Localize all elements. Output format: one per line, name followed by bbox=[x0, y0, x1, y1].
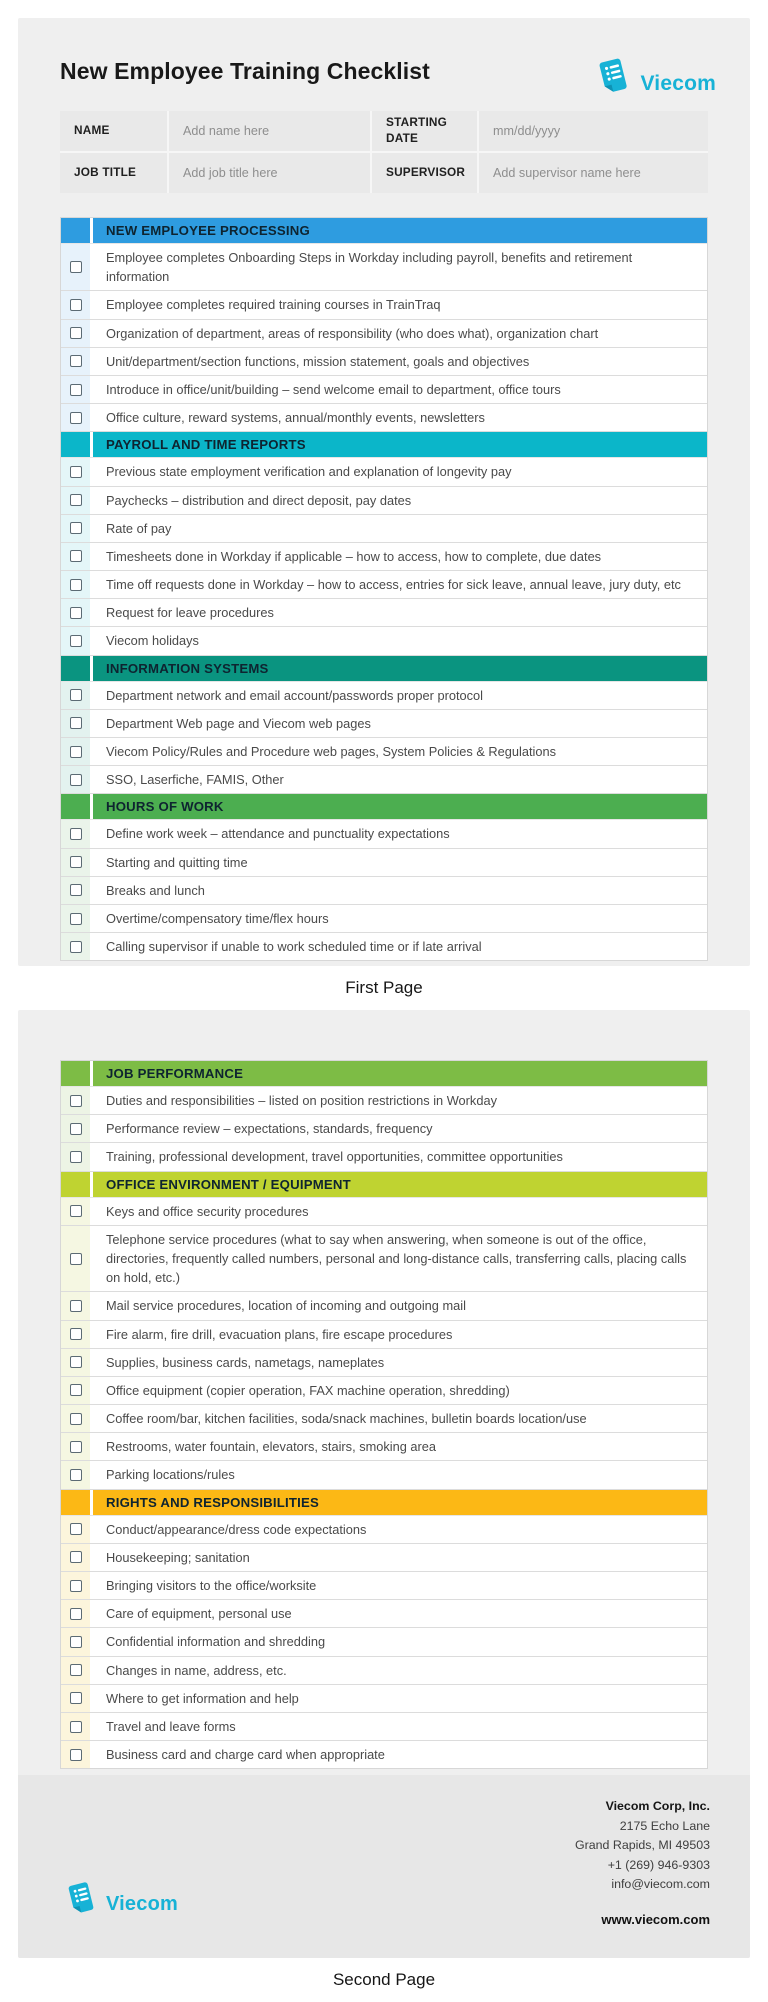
checkbox-cell bbox=[61, 404, 93, 431]
checkbox-cell bbox=[61, 1572, 93, 1599]
checklist-row bbox=[61, 458, 707, 486]
checklist-item-text: Travel and leave forms bbox=[106, 1718, 236, 1734]
footer-website: www.viecom.com bbox=[601, 1911, 710, 1927]
brand-logo bbox=[590, 54, 716, 100]
checklist-row bbox=[61, 1349, 707, 1377]
checklist-row bbox=[61, 1685, 707, 1713]
checklist-item-text: Fire alarm, fire drill, evacuation plans, fire escape procedures bbox=[106, 1326, 453, 1342]
item-checkbox[interactable] bbox=[70, 1253, 82, 1265]
checklist-item-text: Restrooms, water fountain, elevators, stairs, smoking area bbox=[106, 1439, 437, 1455]
checklist-row bbox=[61, 1544, 707, 1572]
item-checkbox[interactable] bbox=[70, 828, 82, 840]
checklist-row bbox=[61, 820, 707, 848]
section-title: NEW EMPLOYEE PROCESSING bbox=[106, 223, 310, 238]
section-header-spacer bbox=[61, 656, 93, 681]
item-checkbox[interactable] bbox=[70, 1413, 82, 1425]
viecom-logo-icon bbox=[60, 1878, 100, 1920]
second-page-label: Second Page bbox=[0, 1958, 768, 2002]
checklist-item-text: Department Web page and Viecom web pages bbox=[106, 715, 371, 731]
form-row bbox=[60, 153, 708, 193]
checklist-row bbox=[61, 1115, 707, 1143]
checklist-row bbox=[61, 627, 707, 655]
item-checkbox[interactable] bbox=[70, 550, 82, 562]
document-preview bbox=[0, 18, 768, 2002]
checklist-item-text: Office equipment (copier operation, FAX machine operation, shredding) bbox=[106, 1382, 510, 1398]
footer-address-line2: Grand Rapids, MI 49503 bbox=[575, 1838, 710, 1853]
item-checkbox[interactable] bbox=[70, 299, 82, 311]
checklist-row bbox=[61, 376, 707, 404]
checklist-row bbox=[61, 1628, 707, 1656]
brand-name: Viecom bbox=[640, 72, 716, 95]
footer-brand-logo bbox=[60, 1878, 178, 1920]
section-header bbox=[61, 218, 707, 244]
form-field-value1[interactable]: Add job title here bbox=[169, 153, 372, 193]
section-header-spacer bbox=[61, 218, 93, 243]
checklist-item-text: Training, professional development, travel opportunities, committee opportunities bbox=[106, 1149, 563, 1165]
section-header-spacer bbox=[61, 432, 93, 457]
checklist-row bbox=[61, 905, 707, 933]
item-checkbox[interactable] bbox=[70, 1123, 82, 1135]
checklist-row bbox=[61, 933, 707, 960]
item-checkbox[interactable] bbox=[70, 746, 82, 758]
checklist-row bbox=[61, 682, 707, 710]
checklist-item-text: Performance review – expectations, standards, frequency bbox=[106, 1121, 433, 1137]
checkbox-cell bbox=[61, 1198, 93, 1225]
checkbox-cell bbox=[61, 1600, 93, 1627]
checklist-item-text: Mail service procedures, location of incoming and outgoing mail bbox=[106, 1298, 466, 1314]
section-header bbox=[61, 1061, 707, 1087]
checkbox-cell bbox=[61, 458, 93, 485]
checkbox-cell bbox=[61, 1115, 93, 1142]
item-checkbox[interactable] bbox=[70, 466, 82, 478]
section-header-spacer bbox=[61, 1061, 93, 1086]
checklist-item-text: Overtime/compensatory time/flex hours bbox=[106, 910, 329, 926]
checkbox-cell bbox=[61, 1516, 93, 1543]
section-title: HOURS OF WORK bbox=[106, 799, 224, 815]
checkbox-cell bbox=[61, 1544, 93, 1571]
checklist-page2 bbox=[60, 1060, 708, 1769]
item-checkbox[interactable] bbox=[70, 412, 82, 424]
item-checkbox[interactable] bbox=[70, 579, 82, 591]
item-checkbox[interactable] bbox=[70, 1095, 82, 1107]
item-checkbox[interactable] bbox=[70, 884, 82, 896]
checklist-row bbox=[61, 849, 707, 877]
checklist-item-text: Timesheets done in Workday if applicable – how to access, how to complete, due dates bbox=[106, 548, 602, 564]
checklist-row bbox=[61, 244, 707, 291]
employee-info-form-body bbox=[60, 111, 708, 193]
checklist-row bbox=[61, 487, 707, 515]
checkbox-cell bbox=[61, 515, 93, 542]
footer-contact-block bbox=[575, 1797, 710, 1931]
item-checkbox[interactable] bbox=[70, 1328, 82, 1340]
checkbox-cell bbox=[61, 376, 93, 403]
checklist-item-text: Care of equipment, personal use bbox=[106, 1606, 292, 1622]
page-two bbox=[18, 1010, 750, 1958]
item-checkbox[interactable] bbox=[70, 327, 82, 339]
checkbox-cell bbox=[61, 1628, 93, 1655]
form-field-value2[interactable]: Add supervisor name here bbox=[479, 153, 708, 193]
checklist-row bbox=[61, 738, 707, 766]
section-header-spacer bbox=[61, 1172, 93, 1197]
section-title: INFORMATION SYSTEMS bbox=[106, 660, 269, 676]
checkbox-cell bbox=[61, 849, 93, 876]
checklist-row bbox=[61, 1713, 707, 1741]
checklist-item-text: Business card and charge card when appropriate bbox=[106, 1747, 385, 1763]
checklist-item-text: SSO, Laserfiche, FAMIS, Other bbox=[106, 772, 284, 788]
checklist-row bbox=[61, 1087, 707, 1115]
page-one bbox=[18, 18, 750, 966]
item-checkbox[interactable] bbox=[70, 1523, 82, 1535]
checklist-row bbox=[61, 1572, 707, 1600]
checklist-item-text: Unit/department/section functions, mission statement, goals and objectives bbox=[106, 353, 530, 369]
checklist-item-text: Employee completes required training courses in TrainTraq bbox=[106, 297, 441, 313]
form-label-label1: NAME bbox=[60, 111, 169, 153]
checklist-item-text: Starting and quitting time bbox=[106, 854, 248, 870]
checkbox-cell bbox=[61, 244, 93, 290]
checklist-item-text: Define work week – attendance and punctuality expectations bbox=[106, 826, 450, 842]
checkbox-cell bbox=[61, 682, 93, 709]
item-checkbox[interactable] bbox=[70, 689, 82, 701]
item-checkbox[interactable] bbox=[70, 1384, 82, 1396]
checklist-row bbox=[61, 1377, 707, 1405]
checklist-item-text: Introduce in office/unit/building – send welcome email to department, office tours bbox=[106, 381, 561, 397]
checklist-item-text: Supplies, business cards, nametags, nameplates bbox=[106, 1354, 385, 1370]
checklist-item-text: Time off requests done in Workday – how to access, entries for sick leave, annual leave, jury duty, etc bbox=[106, 577, 681, 593]
checkbox-cell bbox=[61, 1657, 93, 1684]
item-checkbox[interactable] bbox=[70, 913, 82, 925]
checklist-item-text: Office culture, reward systems, annual/monthly events, newsletters bbox=[106, 410, 485, 426]
checkbox-cell bbox=[61, 291, 93, 318]
checklist-row bbox=[61, 1741, 707, 1768]
item-checkbox[interactable] bbox=[70, 1580, 82, 1592]
checklist-item-text: Previous state employment verification and explanation of longevity pay bbox=[106, 464, 512, 480]
viecom-logo-icon bbox=[590, 54, 634, 100]
checklist-item-text: Breaks and lunch bbox=[106, 882, 205, 898]
checkbox-cell bbox=[61, 766, 93, 793]
checklist-item-text: Coffee room/bar, kitchen facilities, soda/snack machines, bulletin boards location/use bbox=[106, 1411, 587, 1427]
checklist-row bbox=[61, 543, 707, 571]
checkbox-cell bbox=[61, 1226, 93, 1292]
checklist-item-text: Employee completes Onboarding Steps in Workday including payroll, benefits and retirement information bbox=[106, 250, 633, 285]
item-checkbox[interactable] bbox=[70, 1205, 82, 1217]
item-checkbox[interactable] bbox=[70, 856, 82, 868]
checklist-row bbox=[61, 291, 707, 319]
checkbox-cell bbox=[61, 1377, 93, 1404]
section-title: RIGHTS AND RESPONSIBILITIES bbox=[106, 1494, 319, 1510]
checklist-row bbox=[61, 1198, 707, 1226]
checkbox-cell bbox=[61, 320, 93, 347]
section-header bbox=[61, 1172, 707, 1198]
item-checkbox[interactable] bbox=[70, 1721, 82, 1733]
checkbox-cell bbox=[61, 487, 93, 514]
section-header bbox=[61, 656, 707, 682]
item-checkbox[interactable] bbox=[70, 355, 82, 367]
item-checkbox[interactable] bbox=[70, 1300, 82, 1312]
checkbox-cell bbox=[61, 1087, 93, 1114]
section-header bbox=[61, 794, 707, 820]
item-checkbox[interactable] bbox=[70, 1636, 82, 1648]
checklist-item-text: Conduct/appearance/dress code expectations bbox=[106, 1521, 367, 1537]
item-checkbox[interactable] bbox=[70, 1151, 82, 1163]
checklist-page1 bbox=[60, 217, 708, 961]
item-checkbox[interactable] bbox=[70, 494, 82, 506]
checkbox-cell bbox=[61, 1292, 93, 1319]
item-checkbox[interactable] bbox=[70, 1749, 82, 1761]
checklist-item-text: Viecom holidays bbox=[106, 633, 199, 649]
page-title: New Employee Training Checklist bbox=[60, 58, 430, 84]
checkbox-cell bbox=[61, 1433, 93, 1460]
item-checkbox[interactable] bbox=[70, 1692, 82, 1704]
checklist-item-text: Keys and office security procedures bbox=[106, 1203, 309, 1219]
checklist-item-text: Housekeeping; sanitation bbox=[106, 1549, 250, 1565]
checkbox-cell bbox=[61, 1321, 93, 1348]
checklist-item-text: Viecom Policy/Rules and Procedure web pages, System Policies & Regulations bbox=[106, 744, 557, 759]
checklist-item-text: Calling supervisor if unable to work scheduled time or if late arrival bbox=[106, 939, 482, 955]
section-title: JOB PERFORMANCE bbox=[106, 1066, 244, 1081]
checklist-row bbox=[61, 1321, 707, 1349]
footer-phone: +1 (269) 946-9303 bbox=[607, 1857, 710, 1872]
checklist-row bbox=[61, 1433, 707, 1461]
checkbox-cell bbox=[61, 571, 93, 598]
item-checkbox[interactable] bbox=[70, 261, 82, 273]
checkbox-cell bbox=[61, 877, 93, 904]
checklist-row bbox=[61, 571, 707, 599]
page-footer bbox=[18, 1775, 750, 1958]
checkbox-cell bbox=[61, 1741, 93, 1768]
first-page-label: First Page bbox=[0, 966, 768, 1010]
item-checkbox[interactable] bbox=[70, 607, 82, 619]
checklist-row bbox=[61, 1226, 707, 1293]
checklist-row bbox=[61, 599, 707, 627]
checklist-row bbox=[61, 515, 707, 543]
form-row bbox=[60, 111, 708, 153]
form-label-label2: STARTING DATE bbox=[372, 111, 479, 153]
checklist-row bbox=[61, 766, 707, 794]
item-checkbox[interactable] bbox=[70, 1469, 82, 1481]
checkbox-cell bbox=[61, 905, 93, 932]
checklist-row bbox=[61, 348, 707, 376]
item-checkbox[interactable] bbox=[70, 1608, 82, 1620]
checklist-item-text: Duties and responsibilities – listed on position restrictions in Workday bbox=[106, 1093, 497, 1108]
checklist-item-text: Bringing visitors to the office/worksite bbox=[106, 1578, 317, 1593]
employee-info-form bbox=[60, 111, 708, 193]
checklist-item-text: Where to get information and help bbox=[106, 1690, 299, 1706]
checklist-row bbox=[61, 320, 707, 348]
checkbox-cell bbox=[61, 738, 93, 765]
item-checkbox[interactable] bbox=[70, 522, 82, 534]
checkbox-cell bbox=[61, 1713, 93, 1740]
item-checkbox[interactable] bbox=[70, 1551, 82, 1563]
item-checkbox[interactable] bbox=[70, 1441, 82, 1453]
checklist-row bbox=[61, 1516, 707, 1544]
checklist-row bbox=[61, 877, 707, 905]
checklist-row bbox=[61, 1143, 707, 1171]
checkbox-cell bbox=[61, 1349, 93, 1376]
checkbox-cell bbox=[61, 933, 93, 960]
form-label-label2: SUPERVISOR bbox=[372, 153, 479, 193]
section-header-spacer bbox=[61, 1490, 93, 1515]
section-header bbox=[61, 432, 707, 458]
item-checkbox[interactable] bbox=[70, 1356, 82, 1368]
checklist-item-text: Request for leave procedures bbox=[106, 605, 274, 621]
checklist-item-text: Parking locations/rules bbox=[106, 1467, 235, 1483]
checklist-row bbox=[61, 710, 707, 738]
checkbox-cell bbox=[61, 1461, 93, 1488]
checklist-item-text: Department network and email account/passwords proper protocol bbox=[106, 687, 483, 703]
checklist-row bbox=[61, 1461, 707, 1489]
checklist-item-text: Changes in name, address, etc. bbox=[106, 1662, 287, 1678]
checklist-item-text: Telephone service procedures (what to say when answering, when someone is out of the office, directories, frequently called numbers, personal and long-distance calls, transferring calls, placing calls on hold, etc.) bbox=[106, 1231, 687, 1286]
item-checkbox[interactable] bbox=[70, 384, 82, 396]
item-checkbox[interactable] bbox=[70, 717, 82, 729]
checklist-row bbox=[61, 1292, 707, 1320]
item-checkbox[interactable] bbox=[70, 635, 82, 647]
item-checkbox[interactable] bbox=[70, 1664, 82, 1676]
brand-name: Viecom bbox=[106, 1893, 178, 1915]
checklist-item-text: Paychecks – distribution and direct deposit, pay dates bbox=[106, 492, 412, 508]
item-checkbox[interactable] bbox=[70, 941, 82, 953]
checkbox-cell bbox=[61, 348, 93, 375]
form-field-value2[interactable]: mm/dd/yyyy bbox=[479, 111, 708, 153]
form-label-label1: JOB TITLE bbox=[60, 153, 169, 193]
footer-address-line1: 2175 Echo Lane bbox=[619, 1818, 710, 1833]
item-checkbox[interactable] bbox=[70, 774, 82, 786]
checkbox-cell bbox=[61, 1405, 93, 1432]
section-header-spacer bbox=[61, 794, 93, 819]
footer-email: info@viecom.com bbox=[611, 1877, 710, 1892]
checkbox-cell bbox=[61, 599, 93, 626]
checklist-row bbox=[61, 1600, 707, 1628]
section-title: PAYROLL AND TIME REPORTS bbox=[106, 437, 306, 453]
checkbox-cell bbox=[61, 710, 93, 737]
checklist-item-text: Confidential information and shredding bbox=[106, 1634, 326, 1650]
checklist-item-text: Organization of department, areas of responsibility (who does what), organization chart bbox=[106, 325, 599, 341]
checkbox-cell bbox=[61, 543, 93, 570]
checkbox-cell bbox=[61, 1685, 93, 1712]
checkbox-cell bbox=[61, 627, 93, 654]
checklist-row bbox=[61, 1405, 707, 1433]
footer-company: Viecom Corp, Inc. bbox=[605, 1799, 710, 1813]
section-title: OFFICE ENVIRONMENT / EQUIPMENT bbox=[106, 1176, 351, 1192]
form-field-value1[interactable]: Add name here bbox=[169, 111, 372, 153]
checklist-item-text: Rate of pay bbox=[106, 520, 172, 536]
checklist-row bbox=[61, 1657, 707, 1685]
section-header bbox=[61, 1490, 707, 1516]
checkbox-cell bbox=[61, 820, 93, 847]
checkbox-cell bbox=[61, 1143, 93, 1170]
checklist-row bbox=[61, 404, 707, 432]
